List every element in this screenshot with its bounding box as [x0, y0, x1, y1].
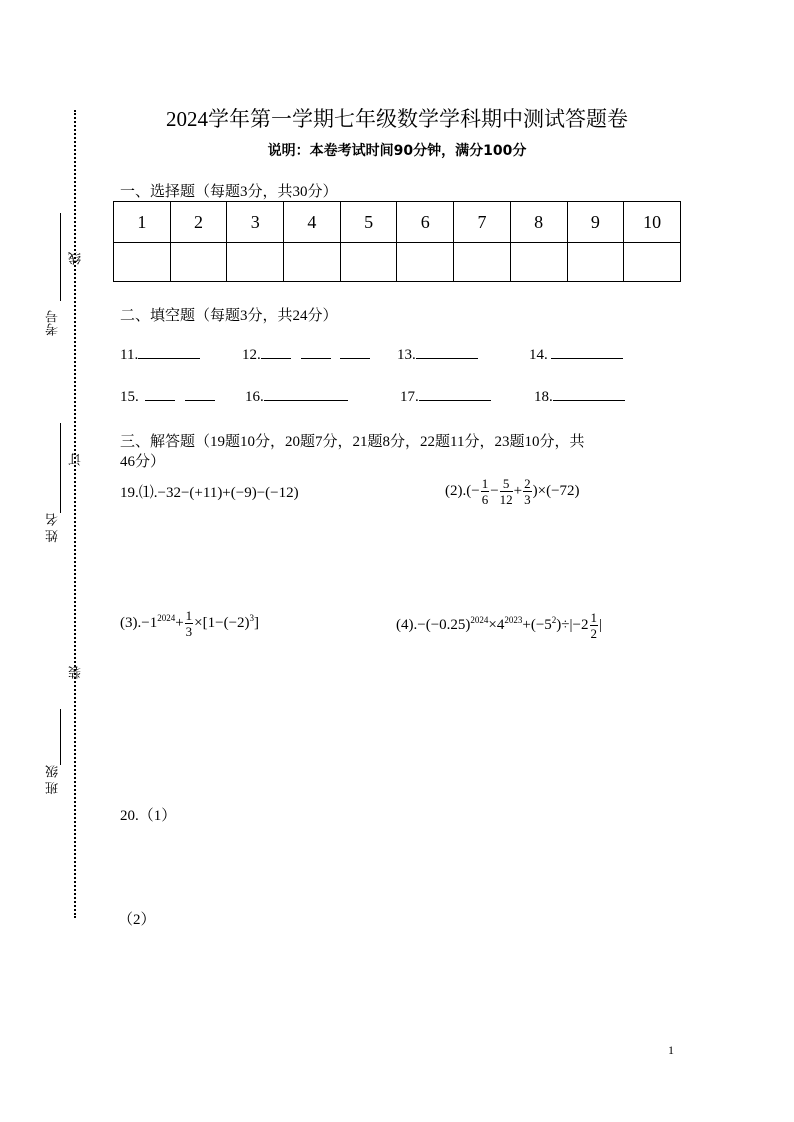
fill-blank[interactable]	[419, 388, 491, 401]
fraction: $\frac{5}{12}$	[499, 476, 513, 507]
choice-number: 3	[227, 202, 284, 243]
choice-number: 8	[510, 202, 567, 243]
fill-blank[interactable]	[301, 346, 331, 359]
fill-blank[interactable]	[185, 388, 215, 401]
choice-answer-cell[interactable]	[624, 243, 681, 282]
fill-blank[interactable]	[145, 388, 175, 401]
class-line	[60, 709, 61, 765]
fill-blank[interactable]	[553, 388, 625, 401]
choice-number: 9	[567, 202, 624, 243]
choice-answer-table	[113, 201, 681, 282]
fill-blank[interactable]	[551, 346, 623, 359]
section3-heading-line2: 46分）	[120, 454, 166, 470]
choice-number: 4	[284, 202, 341, 243]
fill-item-17: 17.	[400, 388, 491, 406]
exam-no-line	[60, 213, 61, 301]
question-20-2: （2）	[118, 912, 156, 928]
choice-number: 5	[340, 202, 397, 243]
choice-number: 10	[624, 202, 681, 243]
fill-blank[interactable]	[138, 346, 200, 359]
choice-answer-cell[interactable]	[114, 243, 171, 282]
question-19-2: (2).(− $\frac{1}{6}$ − $\frac{5}{12}$ + $\frac{2}{3}$ )×(−72)	[445, 476, 580, 507]
binding-dotted-line	[74, 110, 76, 918]
name-line	[60, 423, 61, 513]
page-number: 1	[668, 1043, 674, 1057]
question-19-4: $(4).-(-0.25)^{2024}\times 4^{2023}+(-5^2)\div|-2$ $\frac{1}{2}$ |	[396, 610, 603, 641]
fraction: $\frac{1}{6}$	[481, 476, 489, 507]
choice-number: 2	[170, 202, 227, 243]
exam-no-label: 考号	[45, 310, 60, 336]
question-20-1: 20.（1）	[120, 808, 177, 824]
section2-heading: 二、填空题（每题3分，共24分）	[120, 308, 338, 324]
page-subtitle: 说明：本卷考试时间90分钟，满分100分	[267, 143, 527, 159]
choice-answer-cell[interactable]	[170, 243, 227, 282]
zhuang-char: 装	[68, 666, 83, 679]
section1-heading: 一、选择题（每题3分，共30分）	[120, 184, 338, 200]
choice-number: 6	[397, 202, 454, 243]
section3-heading-line1: 三、解答题（19题10分，20题7分，21题8分，22题11分，23题10分，共	[120, 434, 585, 450]
choice-answer-cell[interactable]	[510, 243, 567, 282]
name-label: 姓 名	[45, 513, 60, 543]
fill-blank[interactable]	[264, 388, 348, 401]
page-title: 2024学年第一学期七年级数学学科期中测试答题卷	[166, 107, 628, 131]
fill-item-18: 18.	[534, 388, 625, 406]
choice-answer-cell[interactable]	[227, 243, 284, 282]
question-19-3: $(3).-1^{2024}+$ $\frac{1}{3}$ $\times[1-(-2)^3]$	[120, 608, 260, 639]
class-label: 班 级	[45, 765, 60, 795]
fill-item-15: 15.	[120, 388, 215, 406]
choice-answer-cell[interactable]	[454, 243, 511, 282]
choice-answer-cell[interactable]	[397, 243, 454, 282]
fill-blank[interactable]	[340, 346, 370, 359]
fill-blank[interactable]	[261, 346, 291, 359]
fraction: $\frac{1}{2}$	[590, 610, 597, 641]
fill-item-16: 16.	[245, 388, 348, 406]
choice-answer-cell[interactable]	[340, 243, 397, 282]
choice-answer-cell[interactable]	[284, 243, 341, 282]
choice-answer-cell[interactable]	[567, 243, 624, 282]
fill-item-12: 12.	[242, 346, 370, 364]
fill-blank[interactable]	[416, 346, 478, 359]
fill-item-11: 11.	[120, 346, 200, 364]
choice-number: 1	[114, 202, 171, 243]
ding-char: 订	[68, 453, 83, 466]
question-19-1: 19.⑴.−32−(+11)+(−9)−(−12)	[120, 485, 299, 501]
fill-item-14: 14.	[529, 346, 623, 364]
fraction: $\frac{2}{3}$	[524, 476, 531, 507]
fraction: $\frac{1}{3}$	[185, 608, 193, 639]
choice-number: 7	[454, 202, 511, 243]
fill-item-13: 13.	[397, 346, 478, 364]
line-char: 线	[68, 252, 83, 265]
